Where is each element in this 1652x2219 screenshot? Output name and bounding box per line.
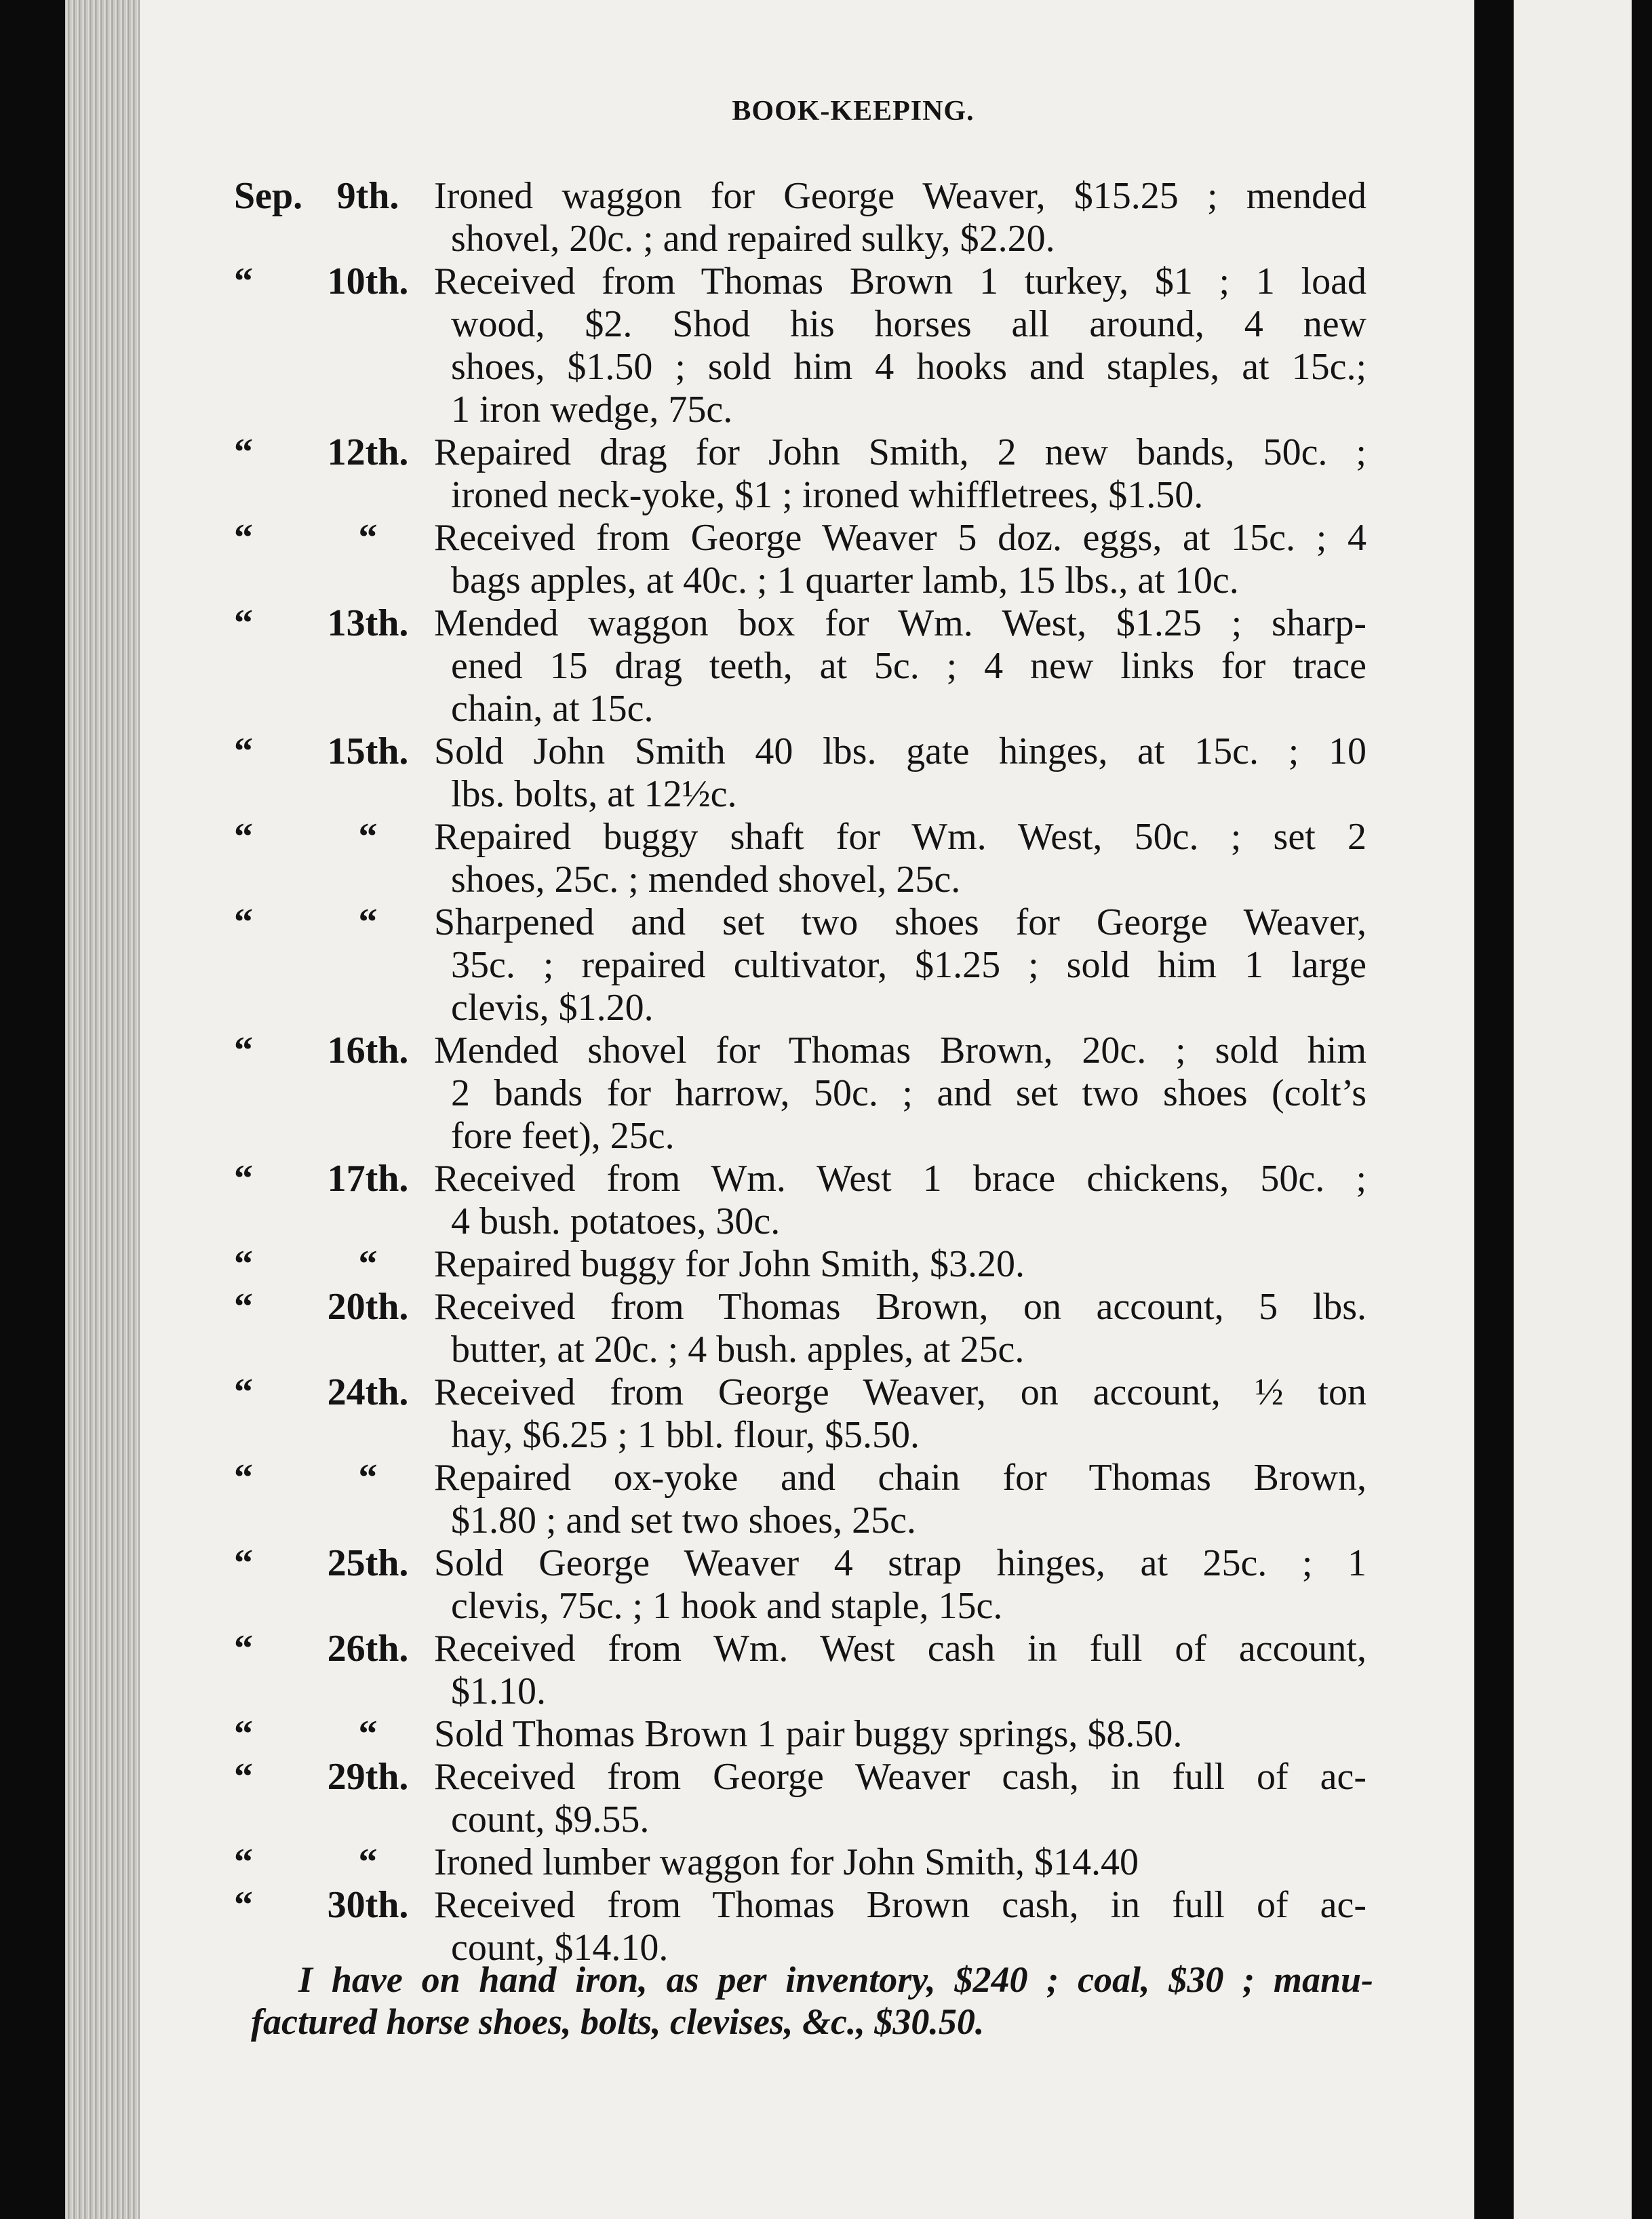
entry-text: Received from Thomas Brown cash, in full of ac-	[434, 1884, 1366, 1926]
entry-line	[234, 1414, 1366, 1457]
entry-month: Sep.	[234, 175, 303, 217]
entry-line	[234, 602, 1366, 645]
entry-text: 4 bush. potatoes, 30c.	[451, 1200, 781, 1242]
entry-line	[234, 1029, 1366, 1072]
entry-text: Mended shovel for Thomas Brown, 20c. ; sold him	[434, 1029, 1366, 1072]
ledger-entry	[234, 602, 1366, 730]
entry-day: 13th.	[327, 602, 409, 644]
entry-day: 24th.	[327, 1371, 409, 1413]
entry-month: “	[234, 1713, 253, 1755]
entry-line	[234, 1200, 1366, 1243]
ledger-entry	[234, 1029, 1366, 1158]
entry-text: Mended waggon box for Wm. West, $1.25 ; sharp-	[434, 602, 1366, 644]
entry-day: “	[358, 901, 378, 943]
entry-day: “	[358, 1457, 378, 1499]
ledger-entries	[234, 175, 1366, 1969]
entry-line	[234, 901, 1366, 944]
entry-line	[234, 559, 1366, 602]
entry-line	[234, 1286, 1366, 1329]
entry-text: Sold Thomas Brown 1 pair buggy springs, $8.50.	[434, 1713, 1183, 1755]
entry-line	[234, 303, 1366, 346]
entry-text: Ironed waggon for George Weaver, $15.25 ; mended	[434, 175, 1366, 217]
entry-line	[234, 1072, 1366, 1115]
entry-day: 9th.	[336, 175, 399, 217]
ledger-entry	[234, 1628, 1366, 1713]
entry-month: “	[234, 1884, 253, 1926]
page-edge	[65, 0, 140, 2219]
entry-text: Received from Wm. West 1 brace chickens, 50c. ;	[434, 1158, 1366, 1200]
ledger-entry	[234, 1286, 1366, 1371]
entry-day: 16th.	[327, 1029, 409, 1072]
ledger-entry	[234, 260, 1366, 431]
entry-line	[234, 1115, 1366, 1158]
entry-text: lbs. bolts, at 12½c.	[451, 773, 737, 815]
closing-note	[251, 1959, 1373, 2043]
entry-text: Received from George Weaver cash, in full of ac-	[434, 1756, 1366, 1798]
entry-line	[234, 218, 1366, 260]
entry-line	[234, 987, 1366, 1029]
entry-line	[234, 1670, 1366, 1713]
entry-text: Received from George Weaver 5 doz. eggs, at 15c. ; 4	[434, 517, 1366, 559]
entry-line	[234, 1841, 1366, 1884]
entry-line	[234, 1457, 1366, 1499]
entry-text: Received from Wm. West cash in full of account,	[434, 1628, 1366, 1670]
entry-month: “	[234, 1841, 253, 1883]
ledger-entry	[234, 1457, 1366, 1542]
entry-line	[234, 1713, 1366, 1756]
entry-text: hay, $6.25 ; 1 bbl. flour, $5.50.	[451, 1414, 920, 1456]
ledger-entry	[234, 1243, 1366, 1286]
entry-day: 30th.	[327, 1884, 409, 1926]
entry-text: Sharpened and set two shoes for George Weaver,	[434, 901, 1366, 943]
entry-text: Received from George Weaver, on account, ½ ton	[434, 1371, 1366, 1413]
entry-month: “	[234, 1158, 253, 1200]
entry-line	[234, 175, 1366, 218]
entry-day: “	[358, 1243, 378, 1285]
entry-line	[234, 1243, 1366, 1286]
entry-day: “	[358, 1713, 378, 1755]
ledger-entry	[234, 1158, 1366, 1243]
ledger-entry	[234, 730, 1366, 816]
entry-month: “	[234, 1029, 253, 1072]
ledger-entry	[234, 816, 1366, 901]
closing-line-1: I have on hand iron, as per inventory, $240 ; coal, $30 ; manu-	[298, 1959, 1373, 2000]
entry-text: Repaired buggy for John Smith, $3.20.	[434, 1243, 1025, 1285]
entry-text: clevis, $1.20.	[451, 987, 654, 1029]
ledger-entry	[234, 1756, 1366, 1841]
ledger-entry	[234, 517, 1366, 602]
entry-text: Repaired drag for John Smith, 2 new bands, 50c. ;	[434, 431, 1366, 473]
entry-month: “	[234, 602, 253, 644]
entry-month: “	[234, 431, 253, 473]
ledger-entry	[234, 1841, 1366, 1884]
entry-month: “	[234, 260, 253, 302]
entry-day: 10th.	[327, 260, 409, 302]
entry-line	[234, 1628, 1366, 1670]
entry-line	[234, 389, 1366, 431]
entry-line	[234, 1329, 1366, 1371]
entry-month: “	[234, 1371, 253, 1413]
entry-text: Received from Thomas Brown, on account, 5 lbs.	[434, 1286, 1366, 1328]
entry-line	[234, 260, 1366, 303]
entry-line	[234, 730, 1366, 773]
entry-day: 29th.	[327, 1756, 409, 1798]
entry-day: 12th.	[327, 431, 409, 473]
entry-text: count, $9.55.	[451, 1799, 650, 1841]
entry-text: shovel, 20c. ; and repaired sulky, $2.20.	[451, 218, 1055, 260]
entry-text: Sold George Weaver 4 strap hinges, at 25c. ; 1	[434, 1542, 1366, 1584]
entry-month: “	[234, 816, 253, 858]
entry-line	[234, 944, 1366, 987]
entry-line	[234, 346, 1366, 389]
entry-month: “	[234, 1756, 253, 1798]
ledger-entry	[234, 1542, 1366, 1628]
entry-month: “	[234, 517, 253, 559]
entry-line	[234, 688, 1366, 730]
running-head: BOOK-KEEPING.	[732, 96, 975, 127]
entry-line	[234, 1884, 1366, 1927]
ledger-entry	[234, 1371, 1366, 1457]
entry-month: “	[234, 1628, 253, 1670]
entry-text: Repaired ox-yoke and chain for Thomas Brown,	[434, 1457, 1366, 1499]
entry-text: bags apples, at 40c. ; 1 quarter lamb, 15 lbs., at 10c.	[451, 559, 1239, 602]
entry-line	[234, 773, 1366, 816]
ledger-entry	[234, 175, 1366, 260]
ledger-entry	[234, 431, 1366, 517]
entry-day: 26th.	[327, 1628, 409, 1670]
entry-text: Ironed lumber waggon for John Smith, $14.40	[434, 1841, 1139, 1883]
ledger-entry	[234, 901, 1366, 1029]
entry-day: “	[358, 517, 378, 559]
entry-line	[234, 1756, 1366, 1799]
entry-text: Sold John Smith 40 lbs. gate hinges, at 15c. ; 10	[434, 730, 1366, 772]
entry-text: 1 iron wedge, 75c.	[451, 389, 733, 431]
ledger-entry	[234, 1713, 1366, 1756]
entry-text: fore feet), 25c.	[451, 1115, 675, 1157]
entry-line	[234, 816, 1366, 859]
entry-text: butter, at 20c. ; 4 bush. apples, at 25c.	[451, 1329, 1025, 1371]
entry-text: $1.80 ; and set two shoes, 25c.	[451, 1499, 916, 1541]
entry-line	[234, 1371, 1366, 1414]
entry-day: 15th.	[327, 730, 409, 772]
entry-day: 25th.	[327, 1542, 409, 1584]
entry-text: ened 15 drag teeth, at 5c. ; 4 new links for trace	[451, 645, 1366, 687]
entry-month: “	[234, 1286, 253, 1328]
entry-line	[234, 1542, 1366, 1585]
entry-text: Repaired buggy shaft for Wm. West, 50c. ; set 2	[434, 816, 1366, 858]
entry-text: $1.10.	[451, 1670, 546, 1712]
entry-text: count, $14.10.	[451, 1927, 669, 1969]
entry-line	[234, 1585, 1366, 1628]
entry-text: ironed neck-yoke, $1 ; ironed whiffletrees, $1.50.	[451, 474, 1204, 516]
entry-text: chain, at 15c.	[451, 688, 654, 730]
entry-month: “	[234, 1542, 253, 1584]
entry-day: “	[358, 1841, 378, 1883]
entry-month: “	[234, 730, 253, 772]
entry-text: 35c. ; repaired cultivator, $1.25 ; sold him 1 large	[451, 944, 1366, 986]
entry-line	[234, 859, 1366, 901]
entry-line	[234, 474, 1366, 517]
entry-text: Received from Thomas Brown 1 turkey, $1 ; 1 load	[434, 260, 1366, 302]
closing-line-2: factured horse shoes, bolts, clevises, &c., $30.50.	[251, 2001, 985, 2042]
entry-line	[234, 517, 1366, 559]
ledger-entry	[234, 1884, 1366, 1969]
entry-day: 20th.	[327, 1286, 409, 1328]
entry-text: shoes, 25c. ; mended shovel, 25c.	[451, 859, 961, 901]
entry-line	[234, 645, 1366, 688]
entry-line	[234, 1499, 1366, 1542]
entry-day: “	[358, 816, 378, 858]
entry-line	[234, 431, 1366, 474]
entry-month: “	[234, 1457, 253, 1499]
entry-line	[234, 1799, 1366, 1841]
entry-text: shoes, $1.50 ; sold him 4 hooks and staples, at 15c.;	[451, 346, 1366, 388]
entry-text: 2 bands for harrow, 50c. ; and set two shoes (colt’s	[451, 1072, 1366, 1114]
facing-page-edge	[1496, 0, 1632, 2219]
entry-line	[234, 1158, 1366, 1200]
entry-month: “	[234, 901, 253, 943]
entry-day: 17th.	[327, 1158, 409, 1200]
entry-text: wood, $2. Shod his horses all around, 4 new	[451, 303, 1366, 345]
entry-month: “	[234, 1243, 253, 1285]
entry-text: clevis, 75c. ; 1 hook and staple, 15c.	[451, 1585, 1003, 1627]
